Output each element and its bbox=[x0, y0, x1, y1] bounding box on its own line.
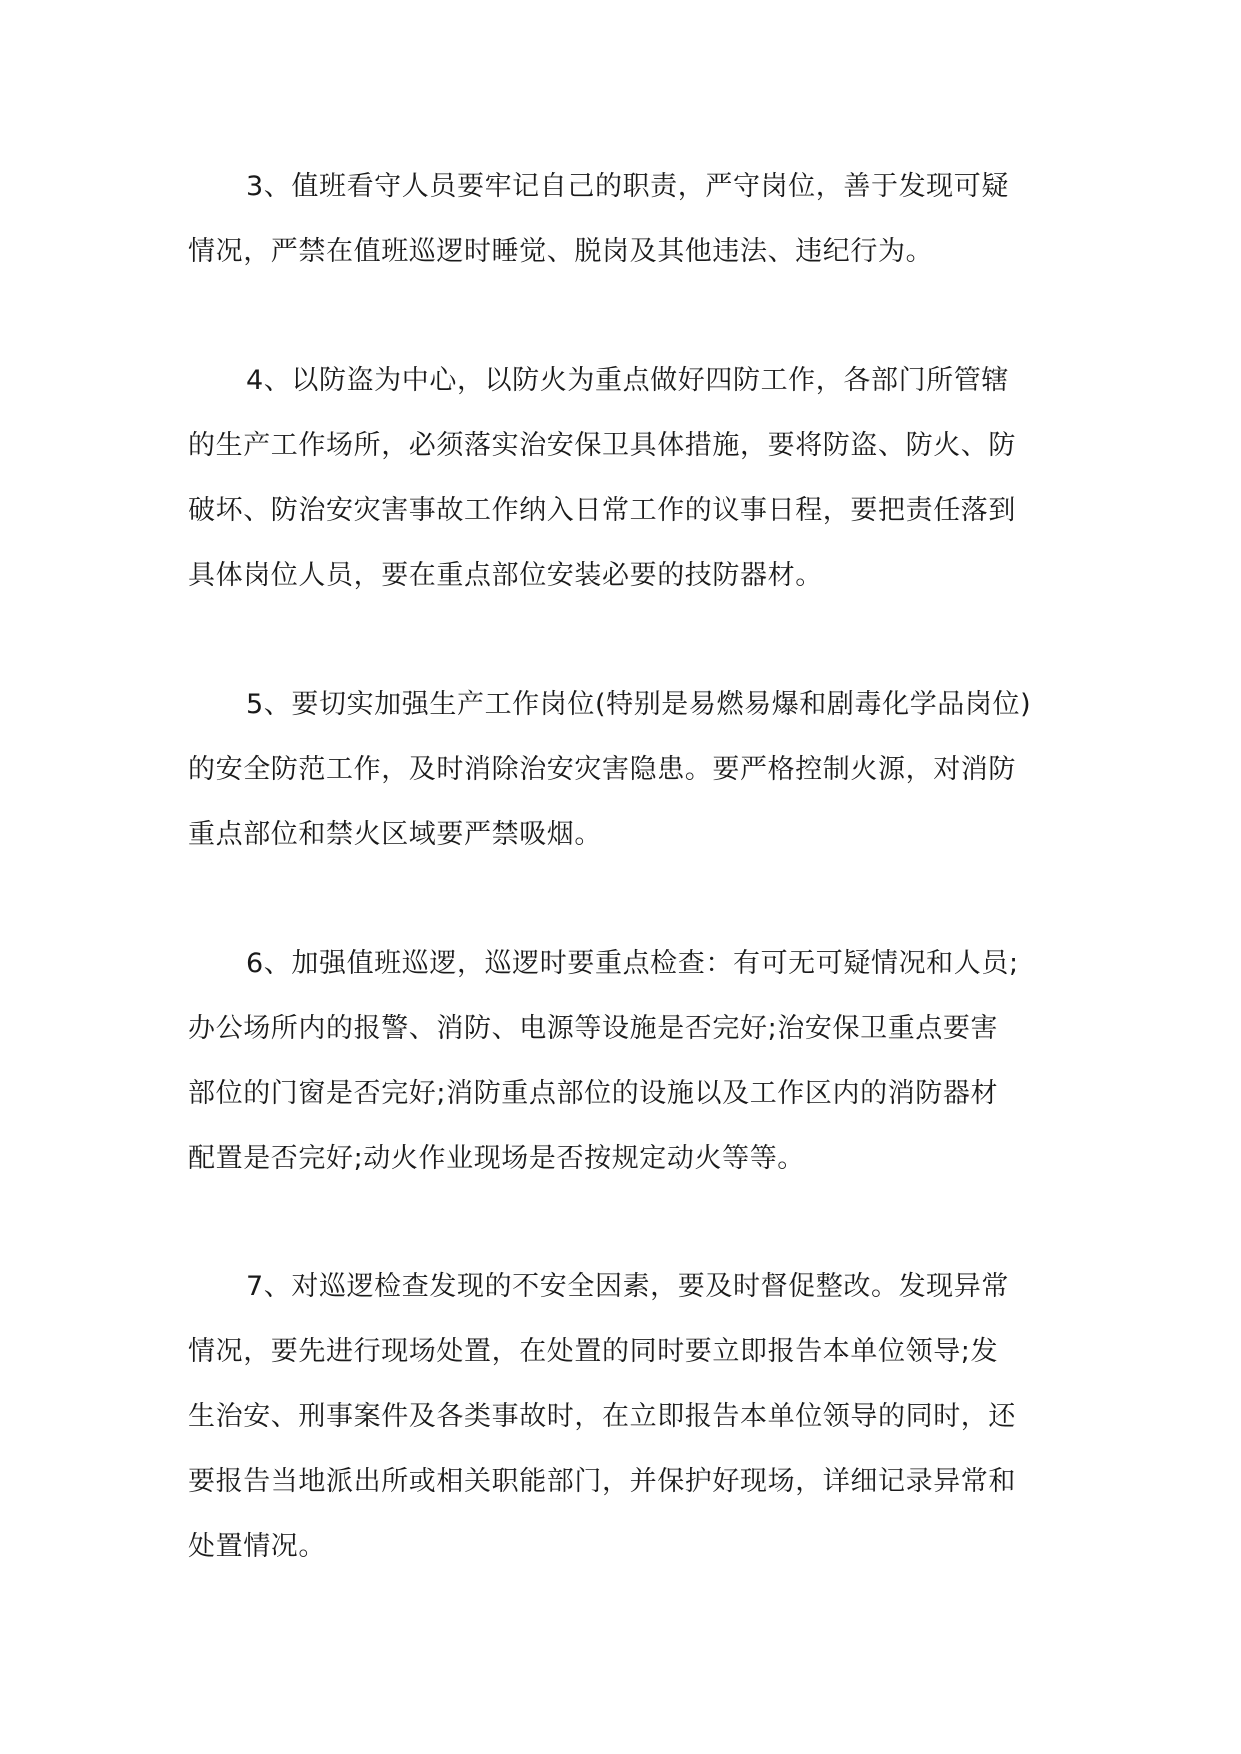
paragraph-line: 重点部位和禁火区域要严禁吸烟。 bbox=[188, 819, 602, 850]
paragraph-line: 情况，要先进行现场处置，在处置的同时要立即报告本单位领导;发 bbox=[188, 1336, 999, 1367]
paragraph-line: 情况，严禁在值班巡逻时睡觉、脱岗及其他违法、违纪行为。 bbox=[188, 236, 934, 267]
paragraph-line: 7、对巡逻检查发现的不安全因素，要及时督促整改。发现异常 bbox=[246, 1271, 1009, 1302]
paragraph-line: 生治安、刑事案件及各类事故时，在立即报告本单位领导的同时，还 bbox=[188, 1401, 1016, 1432]
paragraph-line: 部位的门窗是否完好;消防重点部位的设施以及工作区内的消防器材 bbox=[188, 1078, 999, 1109]
paragraph-line: 6、加强值班巡逻，巡逻时要重点检查：有可无可疑情况和人员; bbox=[246, 948, 1019, 979]
paragraph-line: 配置是否完好;动火作业现场是否按规定动火等等。 bbox=[188, 1143, 805, 1174]
paragraph-line: 5、要切实加强生产工作岗位(特别是易燃易爆和剧毒化学品岗位) bbox=[246, 689, 1032, 720]
paragraph-line: 破坏、防治安灾害事故工作纳入日常工作的议事日程，要把责任落到 bbox=[188, 495, 1016, 526]
paragraph-line: 具体岗位人员，要在重点部位安装必要的技防器材。 bbox=[188, 560, 823, 591]
paragraph-item-7 bbox=[188, 1254, 1058, 1579]
paragraph-item-5 bbox=[188, 672, 1058, 867]
paragraph-line: 处置情况。 bbox=[188, 1531, 326, 1562]
paragraph-item-6 bbox=[188, 931, 1058, 1191]
paragraph-line: 要报告当地派出所或相关职能部门，并保护好现场，详细记录异常和 bbox=[188, 1466, 1016, 1497]
paragraph-line: 办公场所内的报警、消防、电源等设施是否完好;治安保卫重点要害 bbox=[188, 1013, 999, 1044]
paragraph-item-3 bbox=[188, 154, 1058, 284]
paragraph-line: 3、值班看守人员要牢记自己的职责，严守岗位，善于发现可疑 bbox=[246, 171, 1009, 202]
paragraph-line: 的安全防范工作，及时消除治安灾害隐患。要严格控制火源，对消防 bbox=[188, 754, 1016, 785]
paragraph-item-4 bbox=[188, 348, 1058, 608]
paragraph-line: 的生产工作场所，必须落实治安保卫具体措施，要将防盗、防火、防 bbox=[188, 430, 1016, 461]
paragraph-line: 4、以防盗为中心，以防火为重点做好四防工作，各部门所管辖 bbox=[246, 365, 1009, 396]
